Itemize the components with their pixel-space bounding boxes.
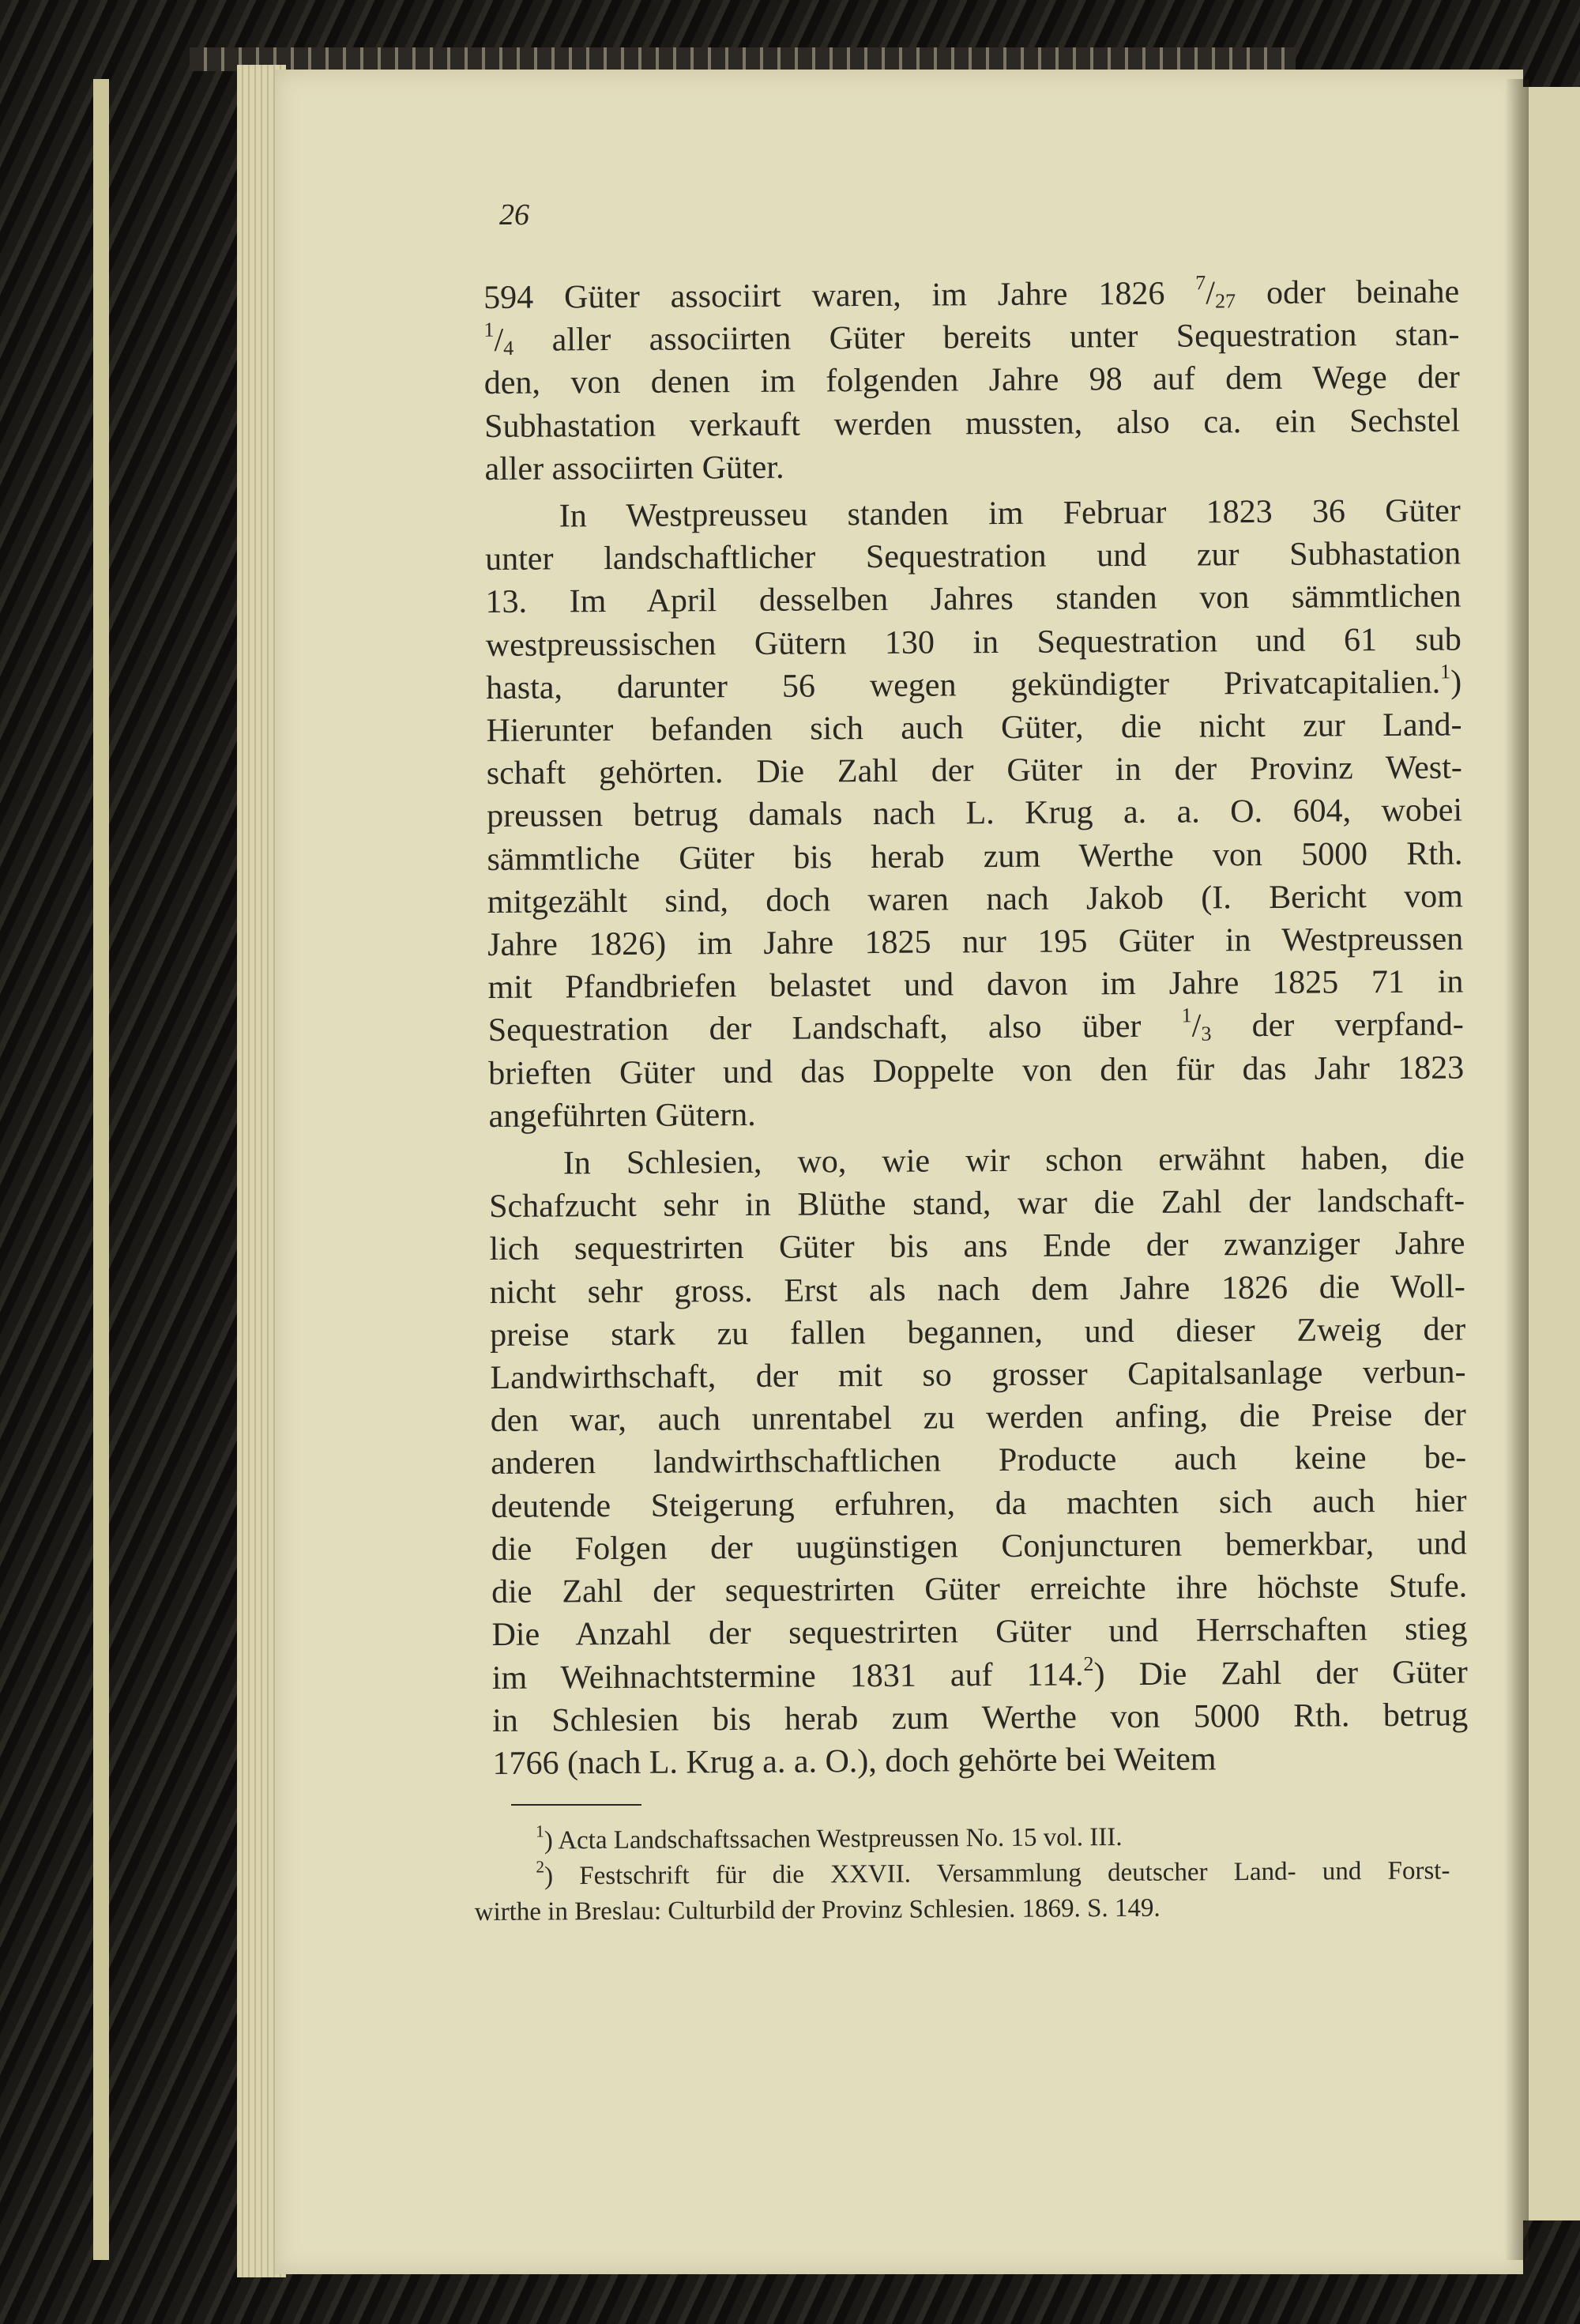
paragraph [483, 270, 1461, 491]
text-line [492, 1693, 1468, 1742]
line-text: die Folgen der uugünstigen Conjuncturen bemerkbar, und [491, 1525, 1467, 1568]
superscript: 1 [1439, 660, 1451, 684]
line-text: 1766 (nach L. Krug a. a. O.), doch gehörte bei Weitem [492, 1741, 1217, 1782]
subscript: 27 [1214, 289, 1236, 313]
paragraph [485, 489, 1465, 1138]
line-text-after: aller associirten Güter bereits unter Sequestration stan- [514, 316, 1460, 359]
line-text: 13. Im April desselben Jahres standen von sämmtlichen [485, 578, 1462, 621]
line-text: 594 Güter associirt waren, im Jahre 1826 [483, 275, 1196, 316]
text-line [491, 1608, 1467, 1657]
superscript: 7 [1195, 271, 1206, 295]
text-line [483, 314, 1459, 363]
text-line [488, 1089, 1464, 1138]
text-line [484, 442, 1460, 491]
text-line [489, 1222, 1465, 1271]
superscript: 1 [1181, 1004, 1192, 1027]
line-text: deutende Steigerung erfuhren, da machten sich auch hier [491, 1482, 1467, 1525]
line-text: lich sequestrirten Güter bis ans Ende der zwanziger Jahre [489, 1225, 1465, 1268]
text-line [489, 1180, 1465, 1229]
footnote-text: ) Festschrift für die XXVII. Versammlung deutscher Land- und Forst- [544, 1856, 1450, 1891]
line-text-after: ) Die Zahl der Güter [1093, 1653, 1468, 1693]
line-text: sämmtliche Güter bis herab zum Werthe von 5000 Rth. [487, 835, 1463, 878]
text-line [487, 832, 1462, 881]
text-line [485, 575, 1461, 624]
fraction-slash: / [494, 322, 504, 360]
footnote [474, 1853, 1450, 1895]
line-text: Landwirthschaft, der mit so grosser Capitalsanlage verbun- [490, 1354, 1466, 1397]
line-text: In Schlesien, wo, wie wir schon erwähnt haben, die [562, 1139, 1465, 1182]
binding-top-edge [190, 47, 1296, 71]
text-line [491, 1394, 1466, 1443]
line-text: Subhastation verkauft werden mussten, also ca. ein Sechstel [484, 402, 1461, 445]
text-line [487, 917, 1463, 966]
line-text: den, von denen im folgenden Jahre 98 auf dem Wege der [483, 359, 1460, 402]
text-line [492, 1736, 1468, 1785]
text-line [491, 1565, 1467, 1614]
text-line [488, 1046, 1464, 1095]
line-text: die Zahl der sequestrirten Güter erreichte ihre höchste Stufe. [491, 1568, 1468, 1611]
superscript: 1 [483, 318, 495, 341]
line-text: Schafzucht sehr in Blüthe stand, war die Zahl der landschaft- [489, 1182, 1465, 1226]
footnote-text: ) Acta Landschaftssachen Westpreussen No. 15 vol. III. [544, 1822, 1123, 1855]
footnote [474, 1817, 1450, 1859]
footnotes [474, 1817, 1450, 1930]
text-line [490, 1265, 1465, 1314]
cover-edge [93, 79, 109, 2260]
gutter-shadow [1505, 79, 1529, 2260]
footnote-rule [511, 1804, 641, 1806]
line-text: anderen landwirthschaftlichen Producte auch keine be- [491, 1439, 1467, 1482]
page-number: 26 [499, 198, 529, 232]
text-line [490, 1351, 1465, 1400]
footnote-mark: 2 [536, 1857, 545, 1877]
paragraph [489, 1136, 1469, 1785]
line-text: im Weihnachtstermine 1831 auf 114. [491, 1655, 1084, 1697]
text-line [484, 399, 1460, 448]
line-text: den war, auch unrentabel zu werden anfing, die Preise der [490, 1396, 1466, 1440]
fraction-slash: / [1191, 1008, 1202, 1045]
footnote-continuation: wirthe in Breslau: Culturbild der Provinz Schlesien. 1869. S. 149. [474, 1893, 1161, 1927]
line-text: Sequestration der Landschaft, also über [487, 1008, 1182, 1049]
line-text: In Westpreusseu standen im Februar 1823 36 Güter [559, 492, 1461, 535]
line-text: angeführten Gütern. [488, 1096, 756, 1135]
facing-page-edge [1523, 87, 1580, 2220]
text-line [492, 1651, 1468, 1700]
text-line [488, 1004, 1464, 1053]
line-text-after: der verpfand- [1211, 1006, 1464, 1045]
text-line [487, 747, 1462, 796]
text-line [486, 618, 1462, 667]
line-text: Hierunter befanden sich auch Güter, die nicht zur Land- [486, 706, 1462, 750]
text-line [486, 661, 1462, 710]
text-line [483, 270, 1459, 319]
subscript: 3 [1201, 1023, 1212, 1046]
text-line [487, 961, 1463, 1010]
line-text: unter landschaftlicher Sequestration und zur Subhastation [485, 535, 1462, 578]
text-line [491, 1479, 1466, 1528]
text-line [487, 789, 1462, 838]
line-text: Jahre 1826) im Jahre 1825 nur 195 Güter in Westpreussen [487, 921, 1464, 964]
text-line [489, 1136, 1465, 1185]
text-line [487, 875, 1463, 924]
line-text: in Schlesien bis herab zum Werthe von 5000 Rth. betrug [492, 1697, 1469, 1739]
line-text: aller associirten Güter. [484, 449, 784, 488]
line-text: schaft gehörten. Die Zahl der Güter in der Provinz West- [486, 749, 1462, 793]
line-text: brieften Güter und das Doppelte von den für das Jahr 1823 [488, 1049, 1465, 1092]
fraction-slash: / [1206, 275, 1216, 312]
text-line [485, 533, 1461, 582]
text-line [485, 489, 1461, 538]
line-text: preussen betrug damals nach L. Krug a. a. O. 604, wobei [487, 792, 1463, 835]
text-line [490, 1308, 1465, 1357]
text-line [484, 356, 1460, 405]
superscript: 2 [1083, 1652, 1094, 1675]
body-text [483, 270, 1469, 1785]
line-text: nicht sehr gross. Erst als nach dem Jahre 1826 die Woll- [489, 1268, 1465, 1311]
line-text: Die Anzahl der sequestrirten Güter und Herrschaften stieg [491, 1610, 1468, 1654]
text-line [491, 1437, 1466, 1486]
line-text-after: oder beinahe [1235, 273, 1460, 312]
line-text: mitgezählt sind, doch waren nach Jakob (I. Bericht vom [487, 878, 1463, 921]
text-line [486, 703, 1462, 752]
line-text: westpreussischen Gütern 130 in Sequestration und 61 sub [485, 621, 1462, 664]
line-text: mit Pfandbriefen belastet und davon im Jahre 1825 71 in [487, 963, 1464, 1007]
line-text-after: ) [1450, 664, 1462, 701]
footnote-mark: 1 [535, 1821, 544, 1841]
text-line [491, 1522, 1467, 1571]
subscript: 4 [503, 337, 514, 360]
line-text: preise stark zu fallen begannen, und dieser Zweig der [490, 1311, 1466, 1354]
line-text: hasta, darunter 56 wegen gekündigter Privatcapitalien. [486, 664, 1441, 706]
